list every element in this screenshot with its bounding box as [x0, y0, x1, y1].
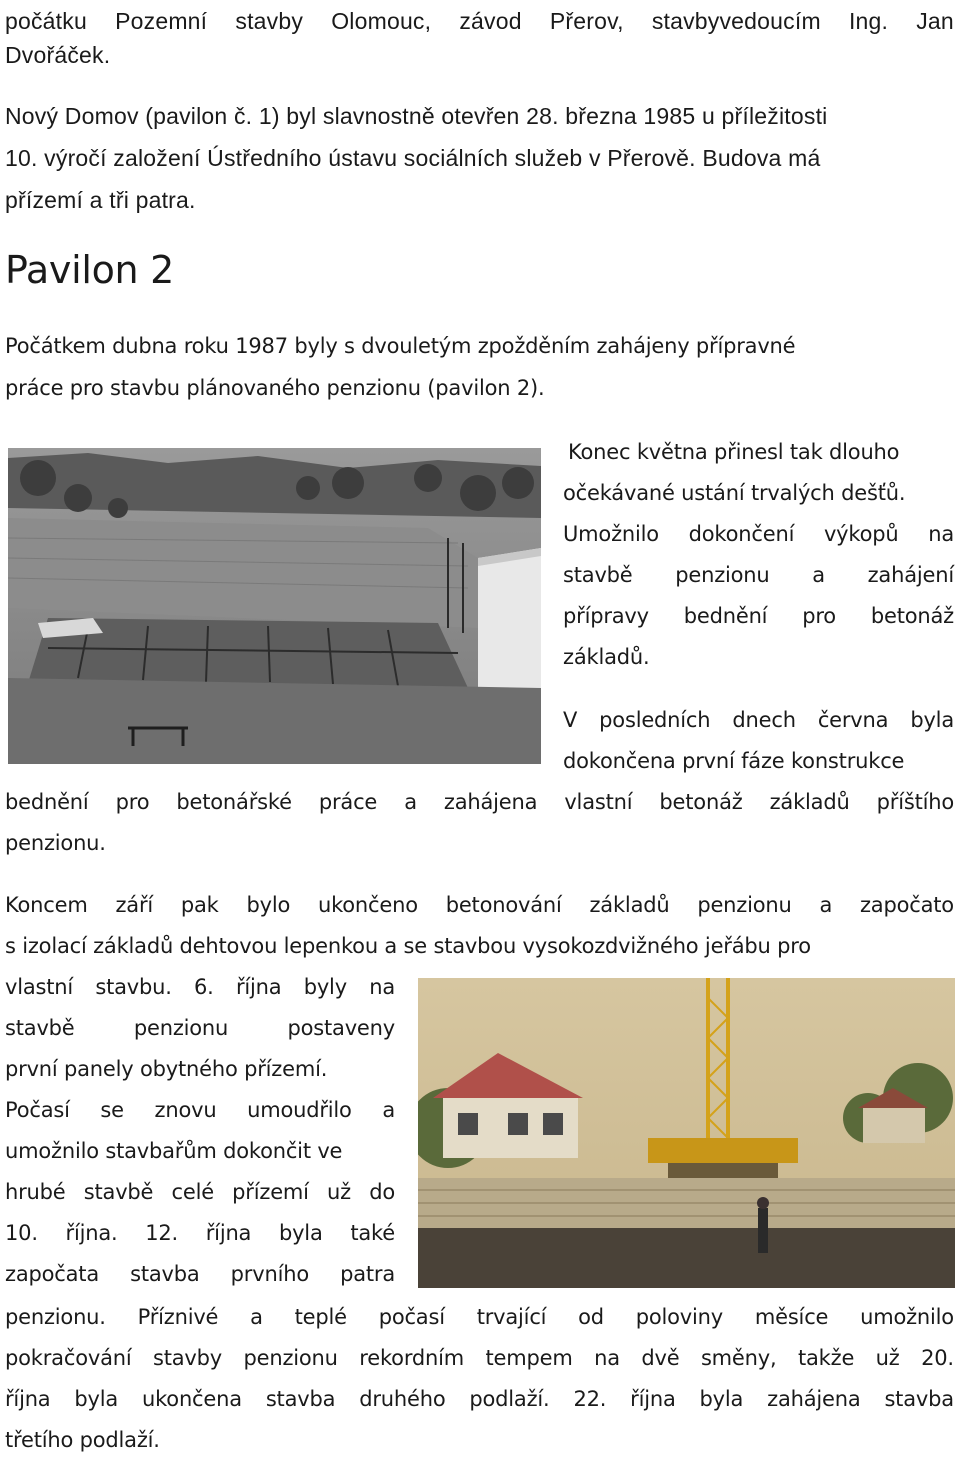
word: umožnilo: [860, 1305, 954, 1329]
word: celé: [171, 1180, 214, 1204]
para3-line-4: penzionu.: [5, 831, 106, 855]
word: umoudřilo: [247, 1098, 352, 1122]
word: října: [205, 1221, 252, 1245]
para2-line-4: [563, 554, 954, 596]
word: měsíce: [754, 1305, 829, 1329]
para4-line-14: třetího podlaží.: [5, 1428, 160, 1452]
word: pro: [115, 790, 150, 814]
word: příštího: [876, 790, 954, 814]
word: dvě: [641, 1346, 680, 1370]
word: penzionu: [675, 563, 770, 587]
word: penzionu: [697, 893, 792, 917]
para3-line-3: [5, 781, 954, 823]
word: byly: [303, 975, 347, 999]
word: stavba: [884, 1387, 954, 1411]
para4-line-11: [5, 1296, 954, 1338]
word: V: [563, 708, 578, 732]
word: a: [404, 790, 417, 814]
word: na: [594, 1346, 620, 1370]
word: práce: [318, 790, 378, 814]
word: bylo: [246, 893, 291, 917]
word: započata: [5, 1262, 99, 1286]
word: prvního: [230, 1262, 309, 1286]
para3-line-2: dokončena první fáze konstrukce: [563, 749, 905, 773]
para4-line-1: [5, 884, 954, 926]
word: hrubé: [5, 1180, 66, 1204]
para4-line-5: první panely obytného přízemí.: [5, 1057, 328, 1081]
word: zahájení: [867, 563, 954, 587]
word: a: [250, 1305, 263, 1329]
para2-line-1: Konec května přinesl tak dlouho: [568, 440, 900, 464]
word: betonování: [445, 893, 562, 917]
word: vlastní: [5, 975, 74, 999]
word: rekordním: [359, 1346, 465, 1370]
word: penzionu.: [5, 1305, 106, 1329]
word: započato: [859, 893, 954, 917]
word: 22.: [573, 1387, 607, 1411]
para2-line-5: [563, 595, 954, 637]
word: už: [875, 1346, 900, 1370]
word: Příznivé: [137, 1305, 219, 1329]
word: října: [5, 1387, 51, 1411]
word: a: [819, 893, 833, 917]
word: směny,: [700, 1346, 777, 1370]
word: zahájena: [443, 790, 538, 814]
word: penzionu: [243, 1346, 338, 1370]
word: ukončeno: [317, 893, 418, 917]
para4-line-10: [5, 1253, 395, 1295]
word: pak: [180, 893, 219, 917]
word: základů: [589, 893, 670, 917]
para2-line-3: [563, 513, 954, 555]
intro-line-3: Nový Domov (pavilon č. 1) byl slavnostně otevřen 28. března 1985 u příležitosti: [5, 103, 828, 129]
word: stavba: [130, 1262, 200, 1286]
para1-line-1: Počátkem dubna roku 1987 byly s dvouletým zpožděním zahájeny přípravné: [5, 334, 796, 358]
word: počátku: [5, 8, 87, 34]
word: postaveny: [287, 1016, 395, 1040]
word: Umožnilo: [563, 522, 659, 546]
word: Ing.: [848, 8, 889, 34]
word: byla: [699, 1387, 744, 1411]
word: od: [578, 1305, 604, 1329]
word: stavbě: [563, 563, 633, 587]
word: trvající: [476, 1305, 547, 1329]
para4-line-2: s izolací základů dehtovou lepenkou a se stavbou vysokozdvižného jeřábu pro: [5, 934, 811, 958]
para4-line-7: umožnilo stavbařům dokončit ve: [5, 1139, 343, 1163]
word: vlastní: [564, 790, 633, 814]
word: poloviny: [635, 1305, 724, 1329]
word: penzionu: [133, 1016, 229, 1040]
word: Jan: [916, 8, 954, 34]
word: dokončení: [688, 522, 795, 546]
word: bednění: [683, 604, 768, 628]
word: takže: [797, 1346, 855, 1370]
word: Koncem: [5, 893, 88, 917]
word: dnech: [732, 708, 796, 732]
word: stavbě: [83, 1180, 154, 1204]
word: přízemí: [232, 1180, 309, 1204]
intro-line-4: 10. výročí založení Ústředního ústavu sociálních služeb v Přerově. Budova má: [5, 145, 821, 171]
word: stavbyvedoucím: [651, 8, 821, 34]
word: října: [630, 1387, 676, 1411]
word: znovu: [154, 1098, 217, 1122]
para4-line-6: [5, 1089, 395, 1131]
word: byla: [910, 708, 954, 732]
word: zahájena: [767, 1387, 861, 1411]
para4-line-8: [5, 1171, 395, 1213]
word: stavbu.: [95, 975, 172, 999]
word: 20.: [921, 1346, 954, 1370]
word: a: [382, 1098, 395, 1122]
word: betonáž: [870, 604, 954, 628]
word: stavby: [152, 1346, 222, 1370]
construction-photo-bw: [8, 448, 541, 764]
word: ukončena: [141, 1387, 242, 1411]
word: tempem: [485, 1346, 573, 1370]
word: byla: [278, 1221, 323, 1245]
crane-photo-color: [418, 978, 955, 1288]
para4-line-3: [5, 966, 395, 1008]
para2-line-2: očekávané ustání trvalých dešťů.: [563, 481, 906, 505]
word: betonáž: [659, 790, 743, 814]
word: 6.: [194, 975, 214, 999]
word: a: [812, 563, 825, 587]
word: závod: [459, 8, 522, 34]
word: podlaží.: [469, 1387, 550, 1411]
para4-line-13: [5, 1378, 954, 1420]
word: pro: [802, 604, 836, 628]
word: stavbě: [5, 1016, 75, 1040]
section-heading: Pavilon 2: [5, 248, 174, 292]
word: stavby: [235, 8, 304, 34]
word: října: [235, 975, 282, 999]
word: 12.: [145, 1221, 179, 1245]
para4-line-12: [5, 1337, 954, 1379]
word: Pozemní: [115, 8, 208, 34]
para4-line-9: [5, 1212, 395, 1254]
word: výkopů: [823, 522, 899, 546]
word: pokračování: [5, 1346, 132, 1370]
word: přípravy: [563, 604, 649, 628]
para4-line-4: [5, 1007, 395, 1049]
para2-line-6: základů.: [563, 645, 650, 669]
word: do: [369, 1180, 395, 1204]
word: Olomouc,: [331, 8, 432, 34]
word: teplé: [294, 1305, 347, 1329]
intro-line-2: Dvořáček.: [5, 42, 111, 68]
word: byla: [74, 1387, 119, 1411]
word: druhého: [359, 1387, 446, 1411]
word: posledních: [599, 708, 711, 732]
word: 10.: [5, 1221, 38, 1245]
word: června: [817, 708, 889, 732]
word: stavba: [265, 1387, 336, 1411]
word: bednění: [5, 790, 89, 814]
word: Přerov,: [549, 8, 624, 34]
para1-line-2: práce pro stavbu plánovaného penzionu (pavilon 2).: [5, 376, 545, 400]
intro-line-5: přízemí a tři patra.: [5, 187, 196, 213]
para3-line-1: [563, 699, 954, 741]
word: se: [100, 1098, 124, 1122]
word: počasí: [378, 1305, 445, 1329]
word: na: [928, 522, 954, 546]
word: základů: [769, 790, 850, 814]
word: října.: [65, 1221, 118, 1245]
word: betonářské: [176, 790, 292, 814]
word: Počasí: [5, 1098, 70, 1122]
word: září: [115, 893, 154, 917]
word: už: [327, 1180, 351, 1204]
word: na: [369, 975, 395, 999]
word: také: [350, 1221, 395, 1245]
word: patra: [340, 1262, 395, 1286]
